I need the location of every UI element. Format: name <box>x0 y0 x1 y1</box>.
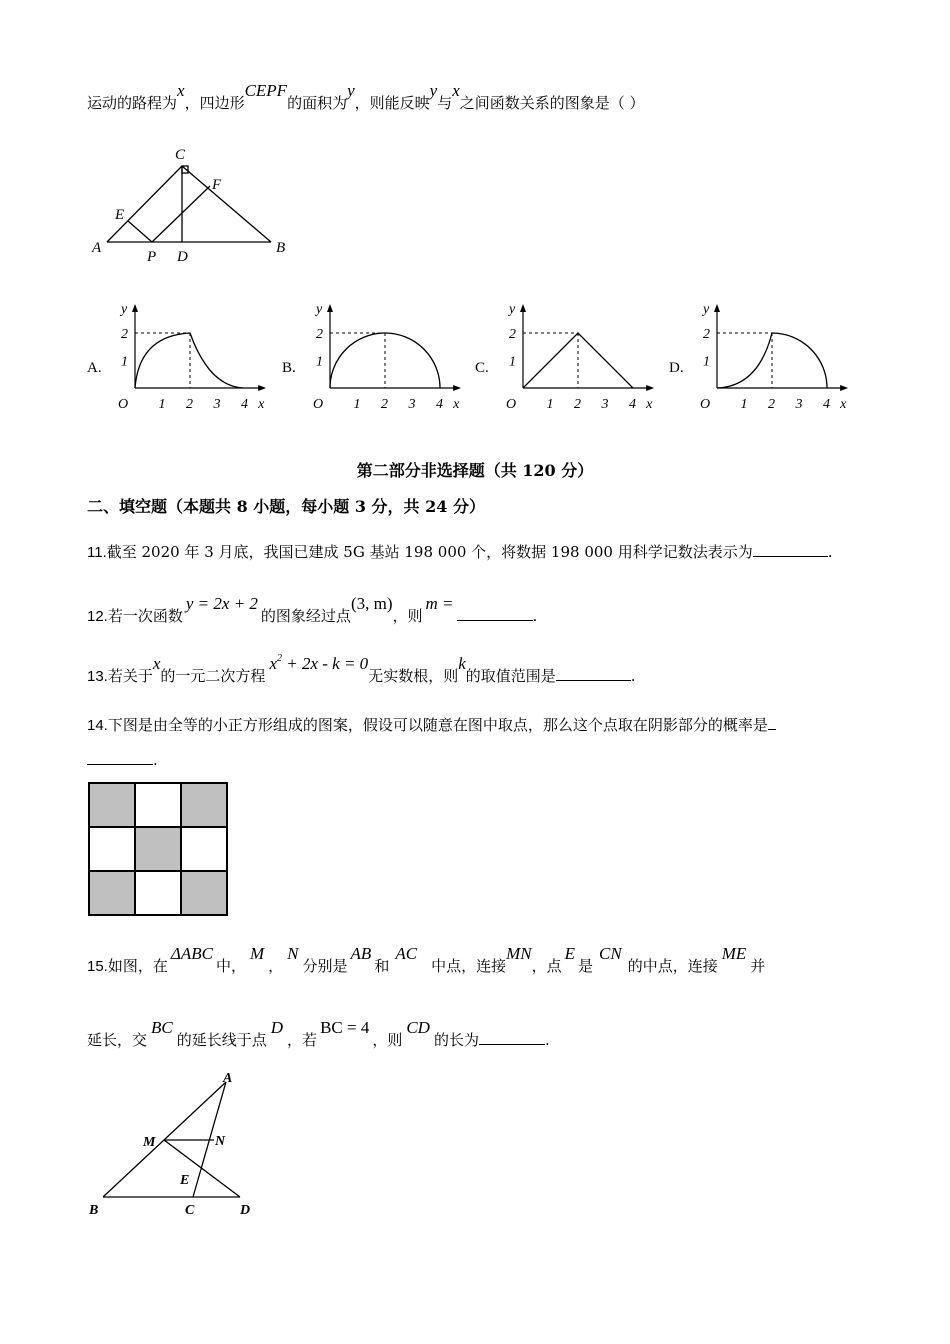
q13-text-1: 若关于 <box>107 667 153 685</box>
origin-label: O <box>700 397 711 412</box>
q15-end: . <box>544 1031 550 1049</box>
q10-var-y2: y <box>429 81 438 100</box>
fig10-label-a: A <box>92 240 102 256</box>
q13-end: . <box>630 667 636 685</box>
origin-label: O <box>313 397 324 412</box>
q11 <box>87 541 833 562</box>
y-tick-label: 2 <box>316 327 323 342</box>
x-tick-label: 3 <box>213 397 221 412</box>
y-tick-label: 1 <box>316 354 323 370</box>
x-axis-arrow <box>840 385 848 391</box>
option-label: A. <box>87 360 102 376</box>
q15-var-m: M <box>249 944 265 963</box>
q15-var-n: N <box>287 944 299 963</box>
fig15-label-a: A <box>223 1071 233 1086</box>
fig10-label-b: B <box>276 240 286 256</box>
grid-cell-shaded <box>181 783 227 827</box>
q15-text-7: ，点 <box>531 957 562 975</box>
x-tick-label: 4 <box>436 397 443 412</box>
q15-text-14: ，则 <box>372 1031 403 1049</box>
y-tick-label: 1 <box>121 354 128 370</box>
q10-text-line <box>87 81 645 113</box>
q10-text-6: 之间函数关系的图象是（ ） <box>459 94 645 112</box>
q15-text-4: 分别是 <box>302 957 348 975</box>
q15-number: 15. <box>87 958 108 975</box>
options-row <box>87 300 867 425</box>
q13 <box>87 653 636 686</box>
q14-answer-blank-start[interactable] <box>768 715 776 730</box>
q13-text-4: 的取值范围是 <box>465 667 556 685</box>
q15-text-6: 中点，连接 <box>431 957 507 975</box>
x-tick-label: 1 <box>740 397 748 412</box>
grid-cell-blank <box>135 871 181 915</box>
y-axis-arrow <box>132 304 138 312</box>
x-tick-label: 2 <box>768 397 775 412</box>
x-tick-label: 2 <box>381 397 388 412</box>
x-tick-label: 1 <box>158 397 166 412</box>
fig10-label-p: P <box>147 249 157 265</box>
fig15-label-e: E <box>180 1173 190 1188</box>
y-axis-label: y <box>509 302 516 317</box>
q12 <box>87 594 538 626</box>
x-tick-label: 4 <box>241 397 248 412</box>
q15-triangle-figure <box>85 1070 265 1220</box>
y-tick-label: 2 <box>121 327 128 342</box>
y-axis-label: y <box>121 302 128 317</box>
q12-point: (3, m) <box>350 594 393 613</box>
y-axis-label: y <box>316 302 323 317</box>
grid-cell-shaded <box>135 827 181 871</box>
q15-text-5: 和 <box>374 957 390 975</box>
grid-cell-blank <box>89 827 135 871</box>
x-axis-label: x <box>258 397 265 412</box>
q15-seg-cd: CD <box>406 1018 430 1037</box>
q15-var-d: D <box>270 1018 284 1037</box>
q12-answer-blank[interactable] <box>457 606 533 621</box>
q15-bc-value: BC = 4 <box>320 1018 370 1037</box>
q15-text-10: 并 <box>750 957 766 975</box>
q15-answer-blank[interactable] <box>479 1030 545 1045</box>
q14-number: 14. <box>87 717 108 734</box>
q15-triangle-abc: ΔABC <box>170 944 213 963</box>
grid-cell-blank <box>135 783 181 827</box>
q15-text-15: 的长为 <box>433 1031 479 1049</box>
fig10-label-e: E <box>115 207 125 223</box>
q13-var-k: k <box>458 654 466 673</box>
q14-text: 下图是由全等的小正方形组成的图案，假设可以随意在图中取点，那么这个点取在阴影部分的概率是 <box>107 716 768 734</box>
q15-line2 <box>87 1018 550 1050</box>
q11-text: 截至 2020 年 3 月底，我国已建成 5G 基站 198 000 个，将数据 198 000 用科学记数法表示为 <box>106 543 753 561</box>
q13-text-3: 无实数根，则 <box>368 667 459 685</box>
q15-text-1: 如图，在 <box>107 957 168 975</box>
fig15-label-m: M <box>143 1135 156 1150</box>
q10-text-3: 的面积为 <box>287 94 348 112</box>
fig15-label-d: D <box>240 1203 251 1218</box>
part2-title: 二、填空题（本题共 8 小题，每小题 3 分，共 24 分） <box>87 497 485 516</box>
q13-var-x: x <box>152 654 161 673</box>
q12-m-equals: m = <box>425 594 454 613</box>
q12-text-2: 的图象经过点 <box>260 607 351 625</box>
q15-seg-me: ME <box>721 944 747 963</box>
option-graph <box>105 300 270 420</box>
q13-eq-x: x <box>269 654 277 673</box>
x-tick-label: 1 <box>546 397 554 412</box>
fig15-label-c: C <box>185 1203 195 1218</box>
q14-end: . <box>153 751 158 769</box>
q15-seg-cn: CN <box>599 944 622 963</box>
x-tick-label: 2 <box>574 397 581 412</box>
q13-answer-blank[interactable] <box>556 666 631 681</box>
function-curve <box>135 333 244 388</box>
x-tick-label: 3 <box>408 397 416 412</box>
x-axis-arrow <box>258 385 266 391</box>
q14-line2 <box>87 750 158 769</box>
q15-text-13: ，若 <box>287 1031 318 1049</box>
q13-eq-exponent: 2 <box>276 653 282 664</box>
y-axis-arrow <box>714 304 720 312</box>
origin-label: O <box>118 397 129 412</box>
x-axis-label: x <box>840 397 847 412</box>
fig15-label-n: N <box>215 1134 226 1149</box>
q13-eq-rest: + 2x - k = 0 <box>281 654 369 673</box>
q10-var-x: x <box>177 81 185 100</box>
q15-text-8: 是 <box>577 957 593 975</box>
option-label: B. <box>282 360 296 376</box>
q10-var-x2: x <box>452 81 460 100</box>
q15-line1 <box>87 944 766 976</box>
q14-answer-blank-end[interactable] <box>87 750 153 765</box>
q15-seg-bc: BC <box>151 1018 173 1037</box>
q12-number: 12. <box>87 608 108 625</box>
x-axis-arrow <box>453 385 461 391</box>
q11-end: . <box>827 543 833 561</box>
q15-text-3: ， <box>268 957 284 975</box>
q13-text-2: 的一元二次方程 <box>160 667 266 685</box>
q14 <box>87 714 776 735</box>
q15-seg-ab: AB <box>350 944 372 963</box>
y-tick-label: 1 <box>703 354 710 370</box>
option-label: C. <box>475 360 489 376</box>
q10-text-4: ，则能反映 <box>354 94 430 112</box>
grid-cell-blank <box>181 827 227 871</box>
grid-cell-shaded <box>89 871 135 915</box>
y-tick-label: 2 <box>703 327 710 342</box>
q15-text-2: 中， <box>215 957 246 975</box>
q15-var-e: E <box>564 944 575 963</box>
q12-end: . <box>532 607 538 625</box>
option-label: D. <box>669 360 684 376</box>
option-graph <box>493 300 658 420</box>
q10-text-1: 运动的路程为 <box>87 94 178 112</box>
q15-seg-ac: AC <box>395 944 418 963</box>
option-graph <box>300 300 465 420</box>
q10-var-cepf: CEPF <box>244 81 288 100</box>
x-tick-label: 4 <box>629 397 636 412</box>
x-tick-label: 2 <box>186 397 193 412</box>
q12-text-3: ，则 <box>392 607 423 625</box>
grid-cell-shaded <box>89 783 135 827</box>
q10-triangle-figure <box>85 142 305 267</box>
origin-label: O <box>506 397 517 412</box>
fig10-label-d: D <box>177 249 188 265</box>
q11-number: 11. <box>87 544 107 561</box>
x-tick-label: 3 <box>601 397 609 412</box>
fig10-label-f: F <box>212 177 222 193</box>
y-axis-arrow <box>327 304 333 312</box>
q15-text-11: 延长，交 <box>87 1031 148 1049</box>
x-tick-label: 1 <box>353 397 361 412</box>
option-graph <box>687 300 852 420</box>
grid-cell-shaded <box>181 871 227 915</box>
q15-text-12: 的延长线于点 <box>176 1031 267 1049</box>
x-axis-arrow <box>646 385 654 391</box>
y-axis-arrow <box>520 304 526 312</box>
q10-text-5: 与 <box>437 94 453 112</box>
x-axis-label: x <box>646 397 653 412</box>
q14-grid-figure <box>88 782 230 918</box>
q12-equation: y = 2x + 2 <box>185 594 258 613</box>
fig10-label-c: C <box>175 147 186 163</box>
q12-text-1: 若一次函数 <box>107 607 183 625</box>
x-axis-label: x <box>453 397 460 412</box>
q13-number: 13. <box>87 668 108 685</box>
q15-text-9: 的中点，连接 <box>627 957 718 975</box>
x-tick-label: 4 <box>823 397 830 412</box>
q10-text-2: ，四边形 <box>184 94 245 112</box>
q15-seg-mn: MN <box>506 944 532 963</box>
q11-answer-blank[interactable] <box>753 542 828 557</box>
y-tick-label: 2 <box>509 327 516 342</box>
y-axis-label: y <box>703 302 710 317</box>
q10-var-y: y <box>347 81 355 100</box>
section2-title: 第二部分非选择题（共 120 分） <box>356 461 594 480</box>
fig15-label-b: B <box>89 1203 99 1218</box>
y-tick-label: 1 <box>509 354 516 370</box>
x-tick-label: 3 <box>795 397 803 412</box>
